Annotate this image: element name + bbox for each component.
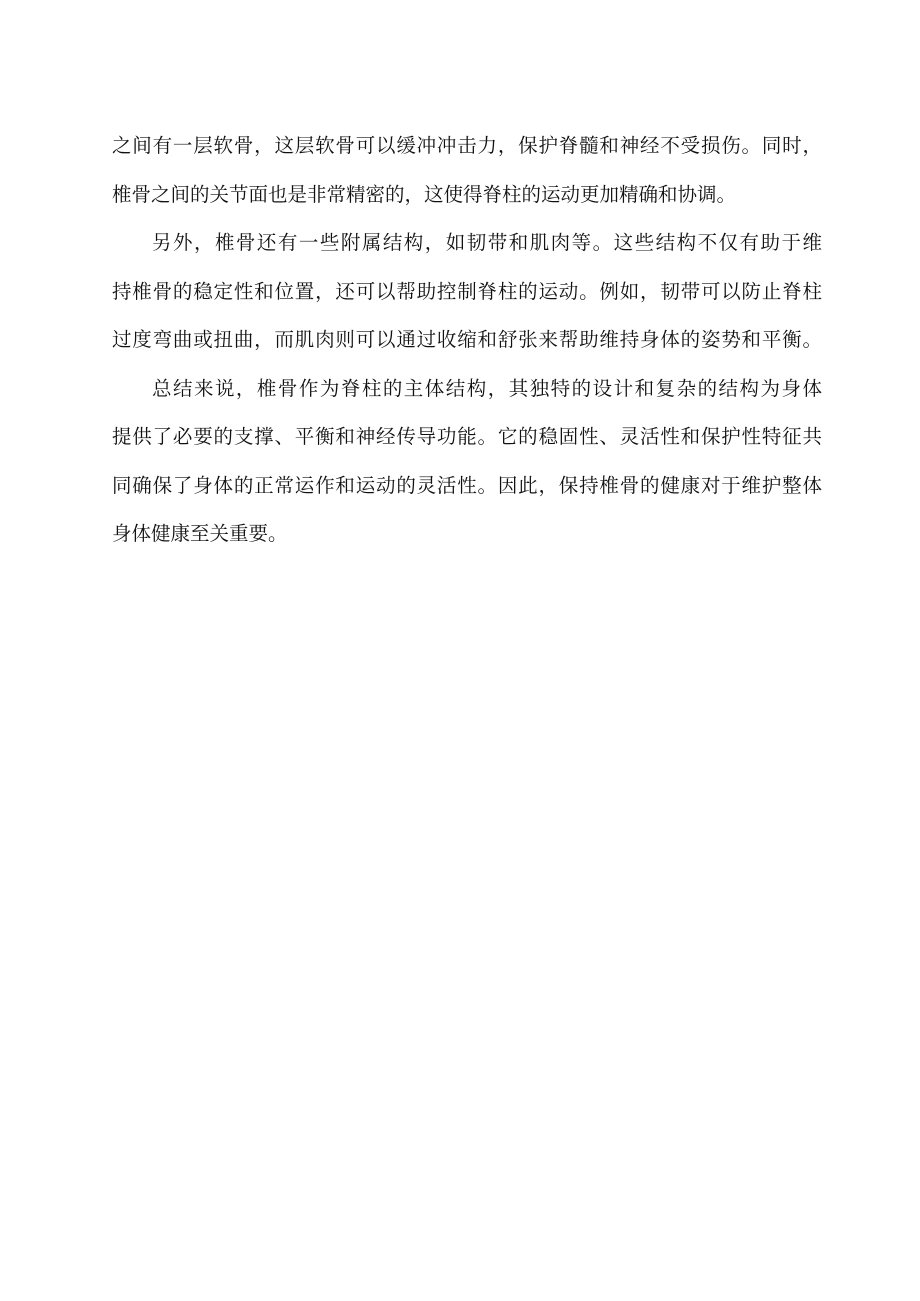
paragraph-2-line-2: 持椎骨的稳定性和位置，还可以帮助控制脊柱的运动。例如，韧带可以防止脊柱 [112,279,822,303]
paragraph-1-line-2: 椎骨之间的关节面也是非常精密的，这使得脊柱的运动更加精确和协调。 [112,182,737,206]
paragraph-3-line-1: 总结来说，椎骨作为脊柱的主体结构，其独特的设计和复杂的结构为身体 [152,376,822,400]
paragraph-2-line-3: 过度弯曲或扭曲，而肌肉则可以通过收缩和舒张来帮助维持身体的姿势和平衡。 [112,328,822,351]
paragraph-1-line-1: 之间有一层软骨，这层软骨可以缓冲冲击力，保护脊髓和神经不受损伤。同时， [112,134,822,157]
paragraph-2-line-1: 另外，椎骨还有一些附属结构，如韧带和肌肉等。这些结构不仅有助于维 [152,231,822,254]
paragraph-3-line-4: 身体健康至关重要。 [112,522,288,545]
document-body [112,122,822,559]
paragraph-3-line-2: 提供了必要的支撑、平衡和神经传导功能。它的稳固性、灵活性和保护性特征共 [112,425,822,448]
paragraph-3-line-3: 同确保了身体的正常运作和运动的灵活性。因此，保持椎骨的健康对于维护整体 [112,473,822,497]
